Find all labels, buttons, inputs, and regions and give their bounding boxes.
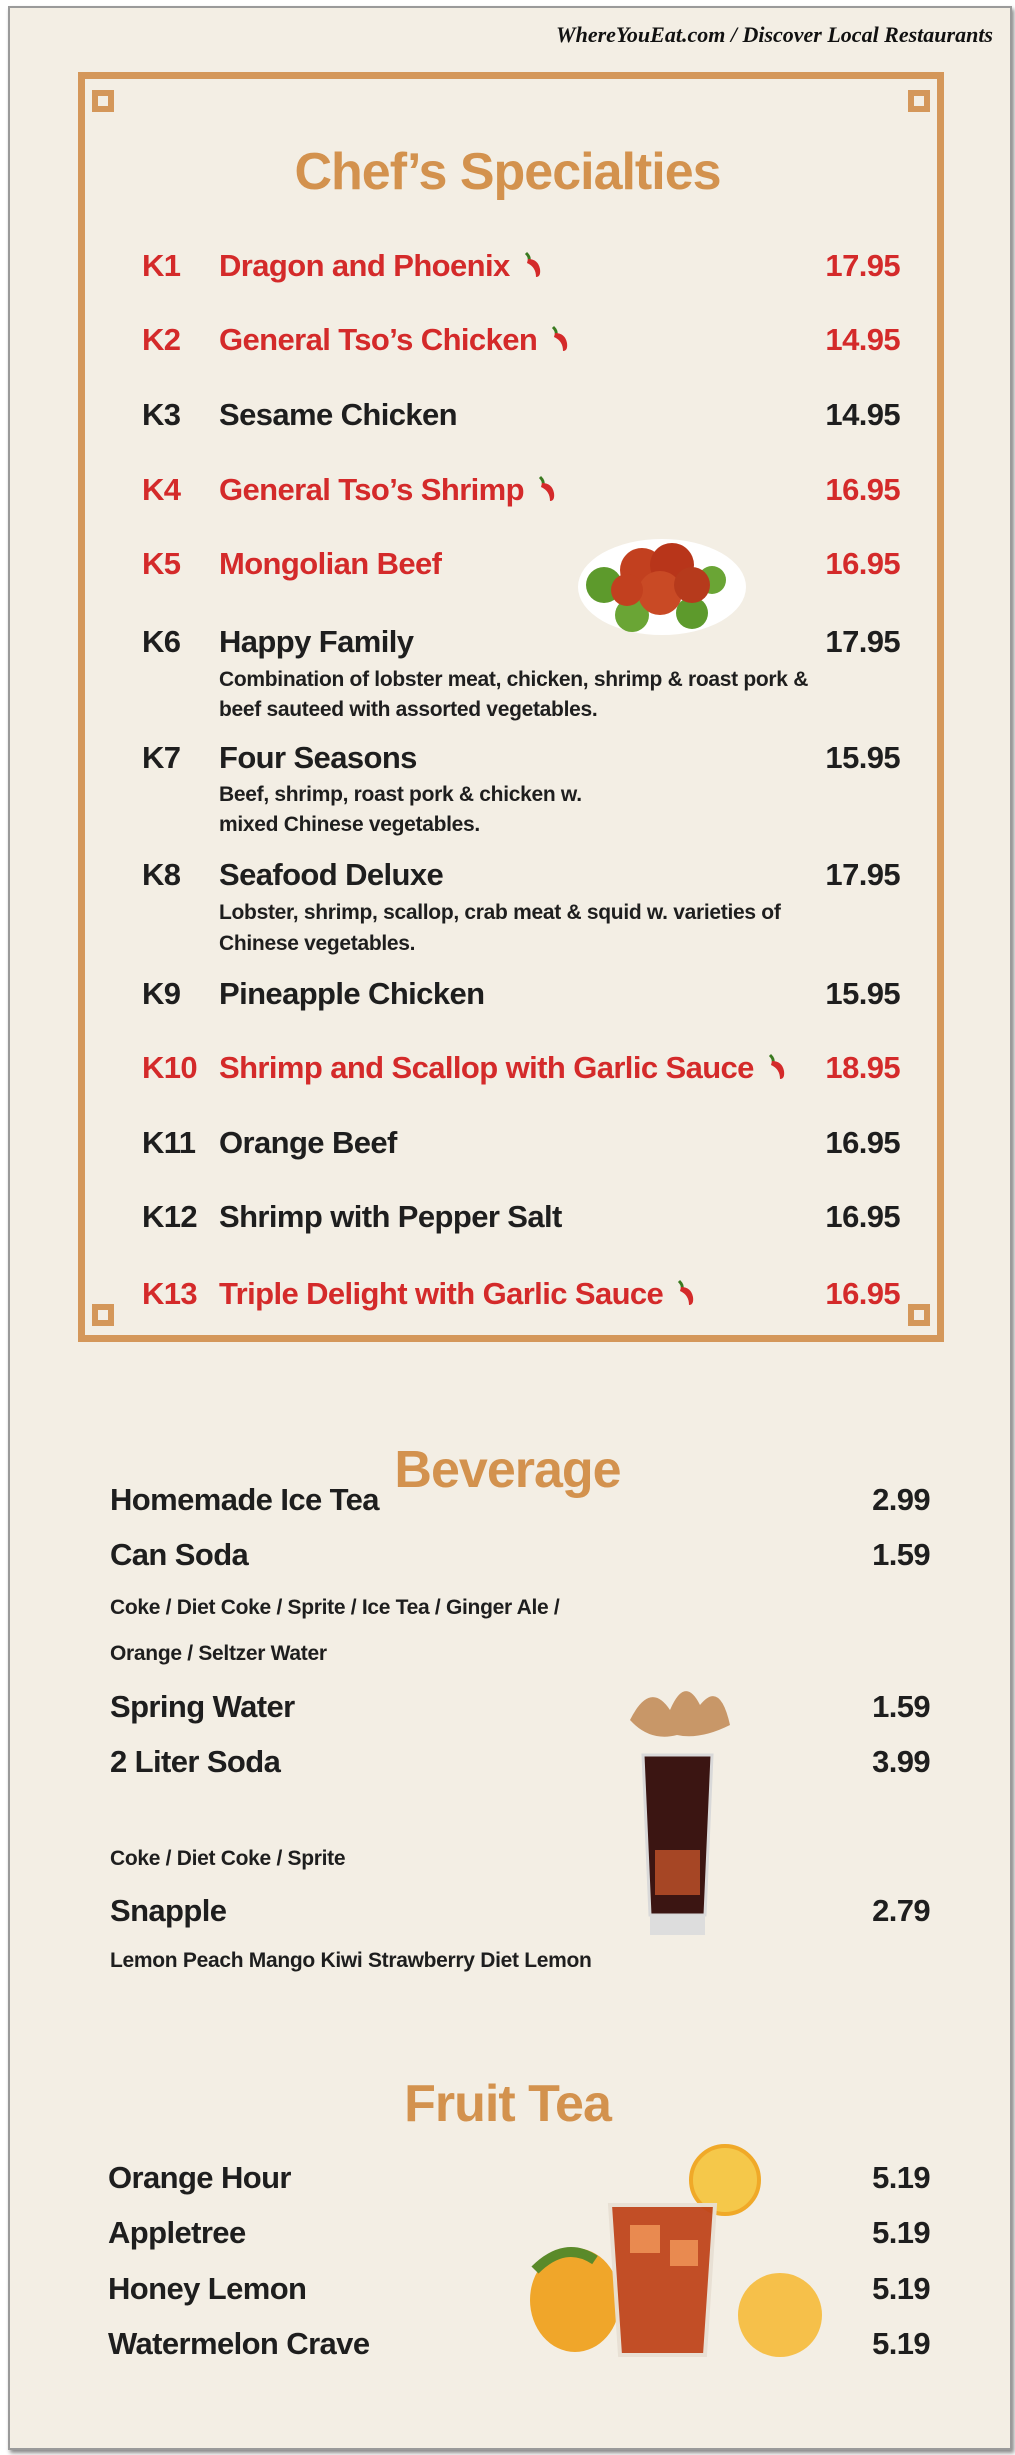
item-price: 15.95 (825, 976, 900, 1011)
item-code: K3 (142, 397, 181, 432)
corner-ornament-icon (92, 90, 114, 112)
beverage-name: 2 Liter Soda (110, 1744, 281, 1779)
fruit-tea-title: Fruit Tea (404, 2075, 611, 2133)
beverage-title: Beverage (394, 1441, 621, 1499)
item-name-text: Four Seasons (219, 740, 417, 775)
item-price: 16.95 (825, 1276, 900, 1311)
specialties-title: Chef’s Specialties (294, 143, 721, 201)
item-name (219, 1125, 397, 1161)
chili-pepper-icon (549, 325, 571, 353)
item-price: 16.95 (825, 546, 900, 581)
watermark: WhereYouEat.com / Discover Local Restaurants (556, 22, 993, 47)
item-description: Combination of lobster meat, chicken, shrimp & roast pork & (219, 668, 809, 691)
dish-image (572, 525, 747, 637)
item-price: 17.95 (825, 857, 900, 892)
item-name-text: Shrimp with Pepper Salt (219, 1199, 562, 1234)
item-price: 16.95 (825, 1199, 900, 1234)
item-name-text: General Tso’s Chicken (219, 322, 538, 357)
item-name (219, 546, 441, 582)
fruit-tea-name: Watermelon Crave (108, 2326, 370, 2361)
item-name-text: Happy Family (219, 624, 414, 659)
item-price: 18.95 (825, 1050, 900, 1085)
item-name-text: Shrimp and Scallop with Garlic Sauce (219, 1050, 754, 1085)
item-price: 17.95 (825, 624, 900, 659)
item-code: K10 (142, 1050, 198, 1085)
beverage-name: Homemade Ice Tea (110, 1482, 379, 1517)
item-name-text: Triple Delight with Garlic Sauce (219, 1276, 664, 1311)
item-code: K7 (142, 740, 181, 775)
fruit-tea-price: 5.19 (872, 2326, 930, 2361)
item-name (219, 1199, 562, 1235)
beverage-price: 3.99 (872, 1744, 930, 1779)
beverage-price: 2.99 (872, 1482, 930, 1517)
item-name-text: Sesame Chicken (219, 397, 458, 432)
item-name-text: Seafood Deluxe (219, 857, 444, 892)
fruit-tea-name: Honey Lemon (108, 2271, 307, 2306)
item-price: 15.95 (825, 740, 900, 775)
item-name-text: Dragon and Phoenix (219, 248, 510, 283)
item-code: K9 (142, 976, 181, 1011)
item-price: 16.95 (825, 472, 900, 507)
beverage-name: Snapple (110, 1893, 227, 1928)
item-name (219, 322, 571, 358)
beverage-name: Spring Water (110, 1689, 295, 1724)
item-name-text: Mongolian Beef (219, 546, 442, 581)
corner-ornament-icon (908, 90, 930, 112)
beverage-name: Can Soda (110, 1537, 249, 1572)
item-name (219, 472, 558, 508)
item-name-text: Pineapple Chicken (219, 976, 485, 1011)
beverage-description: Lemon Peach Mango Kiwi Strawberry Diet Lemon (110, 1949, 592, 1972)
chili-pepper-icon (536, 475, 558, 503)
item-code: K6 (142, 624, 181, 659)
item-description: mixed Chinese vegetables. (219, 813, 480, 836)
item-price: 17.95 (825, 248, 900, 283)
fruit-tea-price: 5.19 (872, 2271, 930, 2306)
beverage-description: Coke / Diet Coke / Sprite / Ice Tea / Ginger Ale / (110, 1596, 560, 1619)
chili-pepper-icon (522, 251, 544, 279)
item-code: K2 (142, 322, 181, 357)
item-price: 14.95 (825, 397, 900, 432)
fruit-tea-price: 5.19 (872, 2160, 930, 2195)
item-code: K11 (142, 1125, 196, 1160)
item-code: K13 (142, 1276, 198, 1311)
item-name (219, 397, 457, 433)
beverage-price: 2.79 (872, 1893, 930, 1928)
fruit-tea-name: Appletree (108, 2215, 246, 2250)
item-price: 14.95 (825, 322, 900, 357)
item-name (219, 1050, 788, 1086)
chili-pepper-icon (766, 1053, 788, 1081)
beverage-description: Coke / Diet Coke / Sprite (110, 1847, 346, 1870)
item-code: K5 (142, 546, 181, 581)
item-name (219, 740, 417, 776)
item-description: beef sauteed with assorted vegetables. (219, 698, 598, 721)
chili-pepper-icon (675, 1279, 697, 1307)
beverage-description: Orange / Seltzer Water (110, 1642, 327, 1665)
fruit-tea-image (525, 2140, 825, 2362)
soda-glass-image (610, 1680, 745, 1945)
item-price: 16.95 (825, 1125, 900, 1160)
fruit-tea-name: Orange Hour (108, 2160, 291, 2195)
corner-ornament-icon (92, 1304, 114, 1326)
item-name (219, 624, 413, 660)
item-name-text: Orange Beef (219, 1125, 397, 1160)
beverage-price: 1.59 (872, 1689, 930, 1724)
item-code: K8 (142, 857, 181, 892)
beverage-price: 1.59 (872, 1537, 930, 1572)
item-code: K4 (142, 472, 181, 507)
item-name (219, 1276, 697, 1312)
item-name (219, 976, 484, 1012)
item-description: Beef, shrimp, roast pork & chicken w. (219, 783, 582, 806)
item-code: K1 (142, 248, 181, 283)
item-description: Chinese vegetables. (219, 932, 416, 955)
item-description: Lobster, shrimp, scallop, crab meat & squid w. varieties of (219, 901, 781, 924)
item-name-text: General Tso’s Shrimp (219, 472, 524, 507)
item-name (219, 857, 443, 893)
item-code: K12 (142, 1199, 198, 1234)
corner-ornament-icon (908, 1304, 930, 1326)
fruit-tea-price: 5.19 (872, 2215, 930, 2250)
item-name (219, 248, 544, 284)
